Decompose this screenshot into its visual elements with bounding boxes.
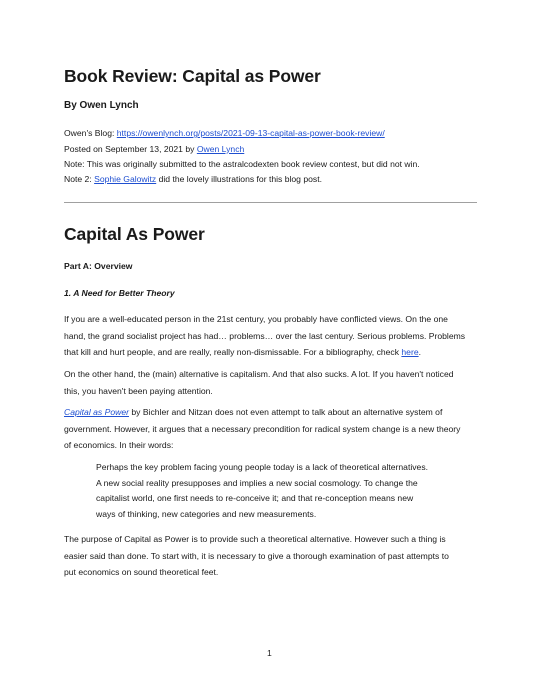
p3-line-2: government. However, it argues that a necessary precondition for radical system change is a new theory xyxy=(64,423,461,434)
note2-suffix: did the lovely illustrations for this blog post. xyxy=(156,174,322,184)
illustrator-link[interactable]: Sophie Galowitz xyxy=(94,174,157,184)
paragraph-1 xyxy=(64,311,479,361)
p3-line-1 xyxy=(64,404,479,421)
posted-prefix: Posted on September 13, 2021 by xyxy=(64,144,197,154)
p3-line-3: of economics. In their words: xyxy=(64,440,174,450)
note2-prefix: Note 2: xyxy=(64,174,95,184)
p4-line-3: put economics on sound theoretical feet. xyxy=(64,567,219,577)
paragraph-4 xyxy=(64,531,479,581)
part-heading: Part A: Overview xyxy=(64,261,133,271)
note-2 xyxy=(64,173,322,185)
p2-line-1: On the other hand, the (main) alternative is capitalism. And that also sucks. A lot. If you haven't noticed xyxy=(64,369,454,379)
blog-url-link[interactable]: https://owenlynch.org/posts/2021-09-13-capital-as-power-book-review/ xyxy=(116,128,385,138)
quote-line-3: capitalist world, one first needs to re-conceive it; and that re-conception means new xyxy=(96,493,414,503)
paragraph-3 xyxy=(64,404,479,454)
note-1: Note: This was originally submitted to the astralcodexten book review contest, but did not win. xyxy=(64,159,420,169)
p1-line-3 xyxy=(64,344,479,361)
p1-line-1: If you are a well-educated person in the 21st century, you probably have conflicted views. On the one xyxy=(64,314,448,324)
p2-line-2: this, you haven't been paying attention. xyxy=(64,385,213,396)
section-title: Capital As Power xyxy=(64,224,205,244)
blog-prefix: Owen's Blog: xyxy=(64,128,117,138)
p1-line-3-text: that kill and hurt people, and are really, really non-dismissable. For a bibliography, check xyxy=(64,347,402,357)
p3-line-1-rest: by Bichler and Nitzan does not even attempt to talk about an alternative system of xyxy=(128,407,443,417)
byline: By Owen Lynch xyxy=(64,100,139,111)
quote-line-2: A new social reality presupposes and implies a new social cosmology. To change the xyxy=(96,477,418,488)
author-link[interactable]: Owen Lynch xyxy=(196,144,245,154)
blog-line xyxy=(64,127,385,139)
p1-line-2: hand, the grand socialist project has had… problems… over the last century. Serious problems. Problems xyxy=(64,330,466,341)
page-number: 1 xyxy=(267,648,272,658)
p1-end: . xyxy=(418,347,421,357)
subsection-heading: 1. A Need for Better Theory xyxy=(64,288,175,298)
quote-line-1: Perhaps the key problem facing young people today is a lack of theoretical alternatives. xyxy=(96,462,429,472)
p4-line-1: The purpose of Capital as Power is to provide such a theoretical alternative. However such a thing is xyxy=(64,534,446,544)
book-title-link[interactable]: Capital as Power xyxy=(64,407,129,417)
page-title: Book Review: Capital as Power xyxy=(64,66,321,86)
horizontal-divider xyxy=(64,202,477,203)
quote-line-4: ways of thinking, new categories and new measurements. xyxy=(96,508,317,519)
p4-line-2: easier said than done. To start with, it is necessary to give a thorough examination of past attempts to xyxy=(64,550,449,561)
posted-line xyxy=(64,143,244,155)
paragraph-2 xyxy=(64,366,479,399)
block-quote xyxy=(96,460,476,522)
bibliography-link[interactable]: here xyxy=(401,347,419,357)
